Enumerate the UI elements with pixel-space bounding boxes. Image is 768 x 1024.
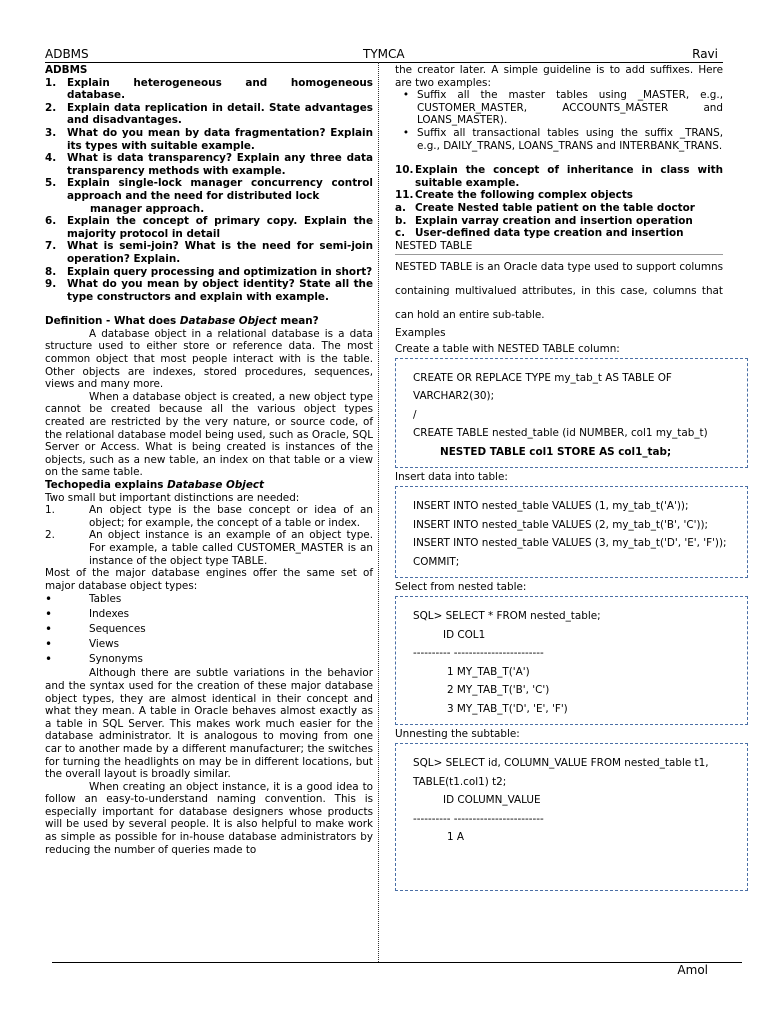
- bullet-text: Suffix all transactional tables using the suffix _TRANS, e.g., DAILY_TRANS, LOANS_TRANS and INTERBANK_TRANS.: [417, 126, 723, 152]
- bullet-item: [395, 89, 723, 127]
- bullet-text: Indexes: [89, 608, 130, 621]
- code-section-label: Insert data into table:: [395, 471, 508, 484]
- code-line: CREATE OR REPLACE TYPE my_tab_t AS TABLE OF VARCHAR2(30);: [413, 371, 672, 403]
- bullet-dot: •: [402, 126, 410, 139]
- code-line: 1 A: [447, 831, 465, 844]
- header-course: TYMCA: [363, 47, 405, 61]
- question-item: [45, 278, 373, 303]
- question-text: What is data transparency? Explain any three data transparency methods with example.: [67, 152, 373, 177]
- bullet-item: [395, 127, 723, 152]
- bullet-item: [45, 637, 373, 652]
- question-item: [45, 215, 373, 240]
- code-section-label: Unnesting the subtable:: [395, 728, 520, 741]
- question-item: [45, 177, 373, 202]
- numbered-list: [45, 504, 373, 567]
- question-item: [45, 102, 373, 127]
- question-item: 11. Create the following complex objects: [395, 189, 633, 202]
- techopedia-heading: Techopedia explains Database Object: [45, 479, 265, 491]
- code-line: ---------- ------------------------: [413, 812, 544, 825]
- bullet-item: [45, 607, 373, 622]
- sub-question-item: [395, 202, 723, 215]
- bullet-item: [45, 592, 373, 607]
- bullet-dot: •: [45, 592, 53, 607]
- code-line: CREATE TABLE nested_table (id NUMBER, col1 my_tab_t): [413, 427, 708, 440]
- paragraph: Two small but important distinctions are needed:: [45, 491, 300, 504]
- code-block: [395, 743, 748, 891]
- bullet-dot: •: [45, 622, 53, 637]
- code-line: 3 MY_TAB_T('D', 'E', 'F'): [447, 702, 568, 715]
- question-number: 2.: [45, 101, 57, 114]
- bullet-text: Views: [89, 638, 120, 651]
- code-line: SQL> SELECT id, COLUMN_VALUE FROM nested_table t1, TABLE(t1.col1) t2;: [413, 757, 709, 788]
- bullet-item: [45, 652, 373, 667]
- question-item: [45, 266, 373, 279]
- paragraph: Although there are subtle variations in the behavior and the syntax used for the creation of these major database object types, they are almost identical in their concept and what they mean. A table in Oracle behaves almost exactly as a table in SQL Server. This makes work much easier for the database administrator. It is analogous to moving from one car to another made by a different manufacturer; the switches for turning the headlights on may be in different locations, but the overall layout is broadly similar.: [45, 667, 373, 781]
- question-number: 1.: [45, 76, 57, 89]
- code-section-label: Create a table with NESTED TABLE column:: [395, 342, 620, 355]
- nested-table-heading: NESTED TABLE: [395, 240, 723, 256]
- item-text: An object instance is an example of an object type. For example, a table called CUSTOMER_MASTER is an instance of the object type TABLE.: [89, 529, 373, 567]
- code-line: 2 MY_TAB_T('B', 'C'): [447, 684, 550, 697]
- sub-question-text: Explain varray creation and insertion operation: [415, 214, 693, 227]
- bullet-list: [395, 89, 723, 152]
- question-text: What is semi-join? What is the need for semi-join operation? Explain.: [67, 240, 373, 265]
- bullet-text: Synonyms: [89, 653, 143, 666]
- question-item: [45, 240, 373, 265]
- question-text: What do you mean by object identity? State all the type constructors and explain with example.: [67, 278, 373, 303]
- header-subject: ADBMS: [45, 47, 89, 61]
- question-number: 4.: [45, 152, 57, 165]
- sub-question-letter: b.: [395, 214, 407, 227]
- footer-author: Amol: [677, 963, 708, 977]
- code-line: INSERT INTO nested_table VALUES (3, my_tab_t('D', 'E', 'F'));: [413, 537, 727, 550]
- sub-question-text: User-defined data type creation and insertion: [415, 227, 684, 240]
- question-item: [45, 127, 373, 152]
- question-list: [45, 77, 373, 304]
- bullet-text: Sequences: [89, 623, 146, 636]
- right-column: [395, 64, 727, 891]
- code-line: INSERT INTO nested_table VALUES (1, my_tab_t('A'));: [413, 500, 689, 513]
- code-section-label: Select from nested table:: [395, 581, 527, 594]
- header-name: Ravi: [692, 47, 718, 61]
- question-number: 8.: [45, 265, 57, 278]
- numbered-item: [45, 529, 373, 567]
- question-text: What do you mean by data fragmentation? Explain its types with suitable example.: [67, 126, 373, 152]
- code-line: SQL> SELECT * FROM nested_table;: [413, 610, 601, 623]
- question-text: Explain data replication in detail. State advantages and disadvantages.: [67, 101, 373, 127]
- code-line: ID COL1: [443, 628, 486, 641]
- bullet-dot: •: [45, 607, 53, 622]
- question-continuation: manager approach.: [90, 202, 205, 215]
- paragraph: A database object in a relational database is a data structure used to either store or reference data. The most common object that most people interact with is the table. Other objects are indexes, stored procedures, sequences, views and many more.: [45, 327, 373, 391]
- paragraph: the creator later. A simple guideline is to add suffixes. Here are two examples:: [395, 64, 723, 89]
- bullet-dot: •: [402, 89, 410, 102]
- code-block: [395, 486, 748, 578]
- code-line: /: [413, 408, 417, 421]
- section-title: ADBMS: [45, 64, 88, 76]
- bullet-dot: •: [45, 637, 53, 652]
- numbered-item: [45, 504, 373, 529]
- column-divider: [378, 62, 379, 962]
- code-line: NESTED TABLE col1 STORE AS col1_tab;: [440, 445, 672, 458]
- question-number: 9.: [45, 278, 57, 291]
- bullet-dot: •: [45, 652, 53, 667]
- sub-question-letter: c.: [395, 227, 406, 240]
- examples-label: Examples: [395, 327, 446, 340]
- code-block: [395, 596, 748, 725]
- bullet-text: Suffix all the master tables using _MASTER, e.g., CUSTOMER_MASTER, ACCOUNTS_MASTER and LOANS_MASTER).: [417, 89, 723, 127]
- bullet-list: [45, 592, 373, 667]
- question-item: 10. Explain the concept of inheritance in class with suitable example.: [395, 164, 723, 189]
- question-number: 5.: [45, 177, 57, 190]
- code-line: COMMIT;: [413, 555, 460, 568]
- bullet-item: [45, 622, 373, 637]
- question-number: 7.: [45, 240, 57, 253]
- definition-heading: Definition - What does Database Object mean?: [45, 315, 319, 328]
- header-rule: [45, 62, 723, 63]
- question-text: Explain single-lock manager concurrency control approach and the need for distributed lock: [67, 177, 373, 202]
- paragraph: NESTED TABLE is an Oracle data type used to support columns containing multivalued attributes, in this case, columns that can hold an entire sub-table.: [395, 261, 723, 322]
- paragraph: When creating an object instance, it is a good idea to follow an easy-to-understand naming convention. This is especially important for database designers whose products will be used by several people. It is also helpful to make work as simple as possible for in-house database administrators by reducing the number of queries made to: [45, 780, 373, 856]
- paragraph: Most of the major database engines offer the same set of major database object types:: [45, 567, 373, 592]
- question-text: Explain heterogeneous and homogeneous database.: [67, 76, 373, 102]
- question-text: Explain query processing and optimization in short?: [67, 265, 373, 278]
- item-number: 1.: [45, 504, 55, 517]
- footer-rule: [52, 962, 742, 963]
- code-line: 1 MY_TAB_T('A'): [447, 665, 530, 678]
- bullet-text: Tables: [89, 593, 122, 606]
- code-line: ID COLUMN_VALUE: [443, 794, 541, 807]
- code-line: ---------- ------------------------: [413, 647, 544, 660]
- item-text: An object type is the base concept or idea of an object; for example, the concept of a table or index.: [89, 504, 373, 529]
- sub-question-list: [395, 202, 723, 240]
- question-item: [45, 77, 373, 102]
- question-text: Explain the concept of primary copy. Explain the majority protocol in detail: [67, 215, 373, 240]
- sub-question-item: [395, 215, 723, 228]
- question-number: 3.: [45, 126, 57, 139]
- left-column: [45, 64, 373, 856]
- question-number: 6.: [45, 215, 57, 228]
- sub-question-item: [395, 227, 723, 240]
- sub-question-letter: a.: [395, 201, 406, 214]
- paragraph: When a database object is created, a new object type cannot be created because all the various object types created are restricted by the very nature, or source code, of the relational database model being used, such as Oracle, SQL Server or Access. What is being created is instances of the objects, such as a new table, an index on that table or a view on the same table.: [45, 390, 373, 479]
- item-number: 2.: [45, 529, 55, 542]
- code-block: [395, 358, 748, 469]
- question-item: [45, 152, 373, 177]
- code-line: INSERT INTO nested_table VALUES (2, my_tab_t('B', 'C'));: [413, 518, 709, 531]
- sub-question-text: Create Nested table patient on the table doctor: [415, 201, 695, 214]
